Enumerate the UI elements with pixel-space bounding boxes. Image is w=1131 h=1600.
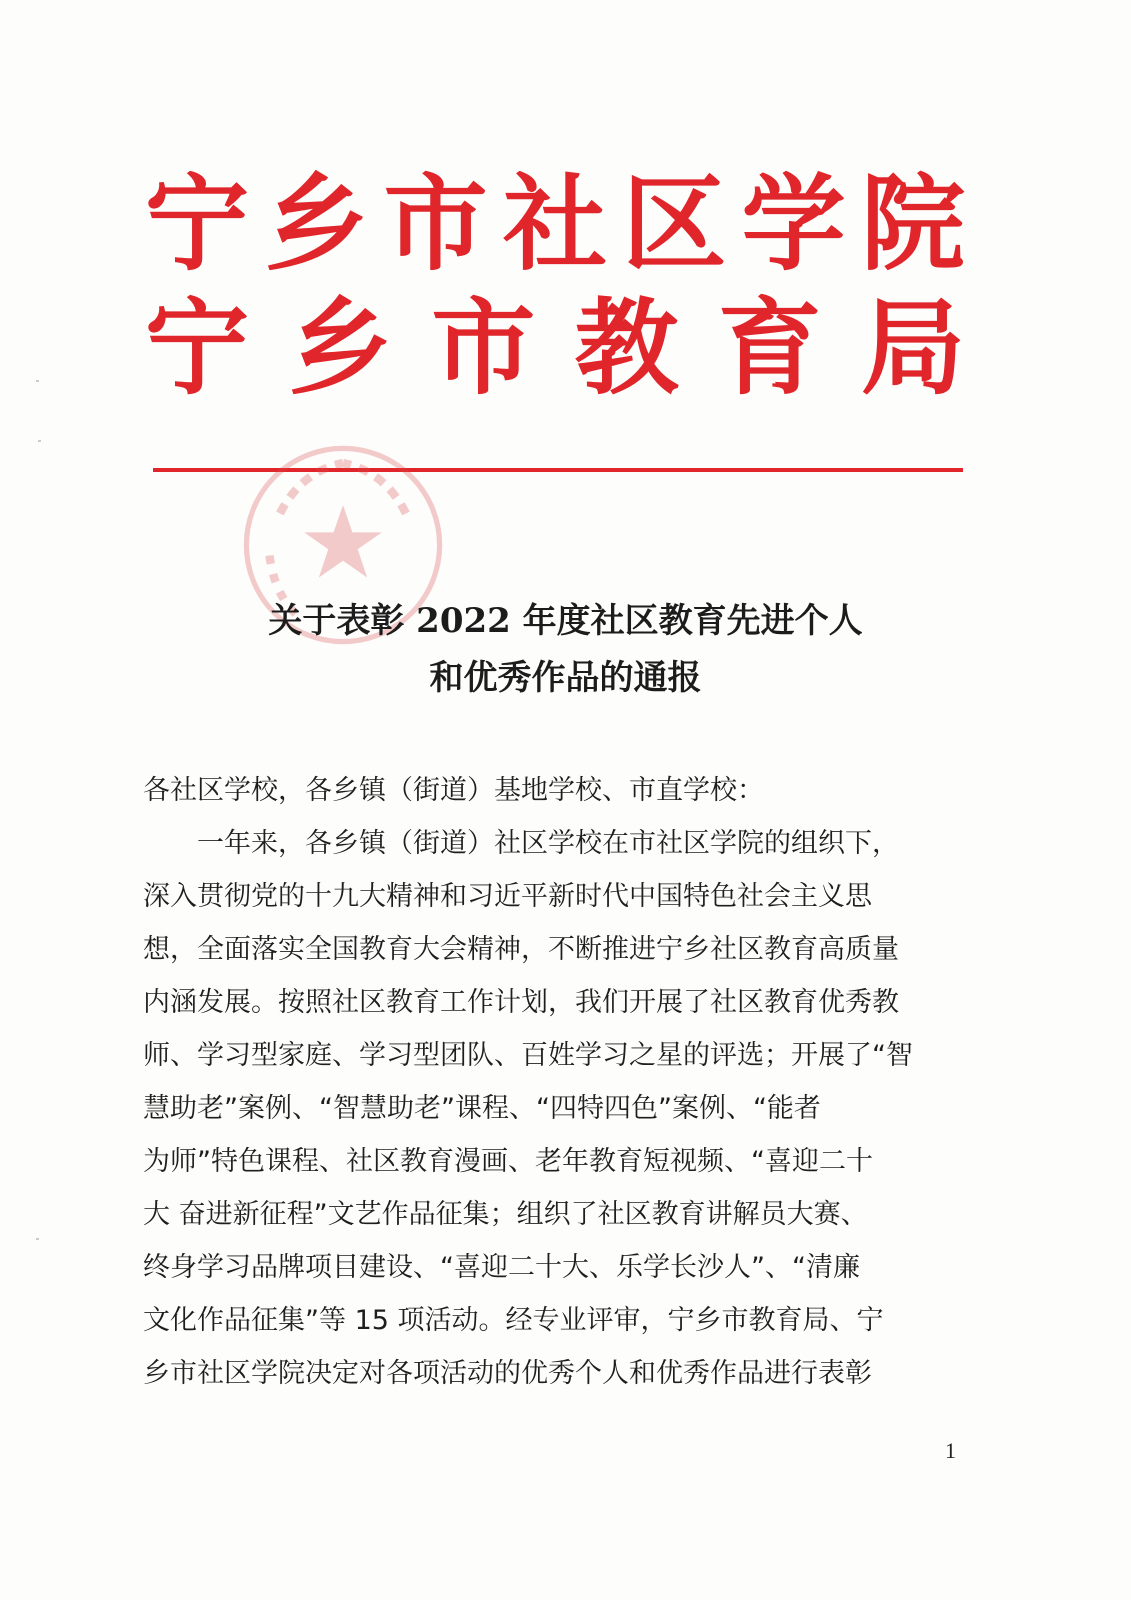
header-char: 乡 [288, 287, 393, 409]
header-char: 社 [502, 163, 607, 285]
header-char: 学 [741, 163, 846, 285]
header-char: 市 [431, 287, 536, 409]
header-issuer-education-bureau [145, 287, 965, 409]
header-char: 院 [860, 163, 965, 285]
notice-title-line-2: 和优秀作品的通报 [429, 658, 702, 698]
body-line: 为师”特色课程、社区教育漫画、老年教育短视频、“喜迎二十 [143, 1146, 873, 1177]
body-line: 想，全面落实全国教育大会精神，不断推进宁乡社区教育高质量 [143, 934, 899, 965]
scan-speck [36, 1238, 39, 1240]
header-char: 育 [717, 287, 822, 409]
body-line: 深入贯彻党的十九大精神和习近平新时代中国特色社会主义思 [143, 881, 872, 912]
body-line: 内涵发展。按照社区教育工作计划，我们开展了社区教育优秀教 [143, 987, 899, 1018]
header-char: 宁 [145, 163, 250, 285]
header-char: 教 [574, 287, 679, 409]
header-char: 局 [860, 287, 965, 409]
body-line: 师、学习型家庭、学习型团队、百姓学习之星的评选；开展了“智 [143, 1040, 913, 1071]
body-line: 文化作品征集”等 15 项活动。经专业评审，宁乡市教育局、宁 [143, 1305, 884, 1336]
header-char: 市 [383, 163, 488, 285]
body-line: 乡市社区学院决定对各项活动的优秀个人和优秀作品进行表彰 [143, 1358, 872, 1389]
body-line: 一年来，各乡镇（街道）社区学校在市社区学院的组织下， [143, 828, 899, 859]
scan-speck [38, 440, 41, 442]
header-issuer-community-college [145, 163, 965, 285]
header-char: 乡 [264, 163, 369, 285]
body-line: 终身学习品牌项目建设、“喜迎二十大、乐学长沙人”、“清廉 [143, 1252, 860, 1283]
header-char: 宁 [145, 287, 250, 409]
notice-title-line-1: 关于表彰 2022 年度社区教育先进个人 [268, 601, 863, 641]
body-line: 大 奋进新征程”文艺作品征集；组织了社区教育讲解员大赛、 [143, 1199, 868, 1230]
header-char: 区 [622, 163, 727, 285]
body-line: 慧助老”案例、“智慧助老”课程、“四特四色”案例、“能者 [143, 1093, 821, 1124]
salutation: 各社区学校，各乡镇（街道）基地学校、市直学校： [143, 775, 764, 806]
scan-speck [36, 380, 39, 382]
page-number: 1 [945, 1438, 956, 1463]
